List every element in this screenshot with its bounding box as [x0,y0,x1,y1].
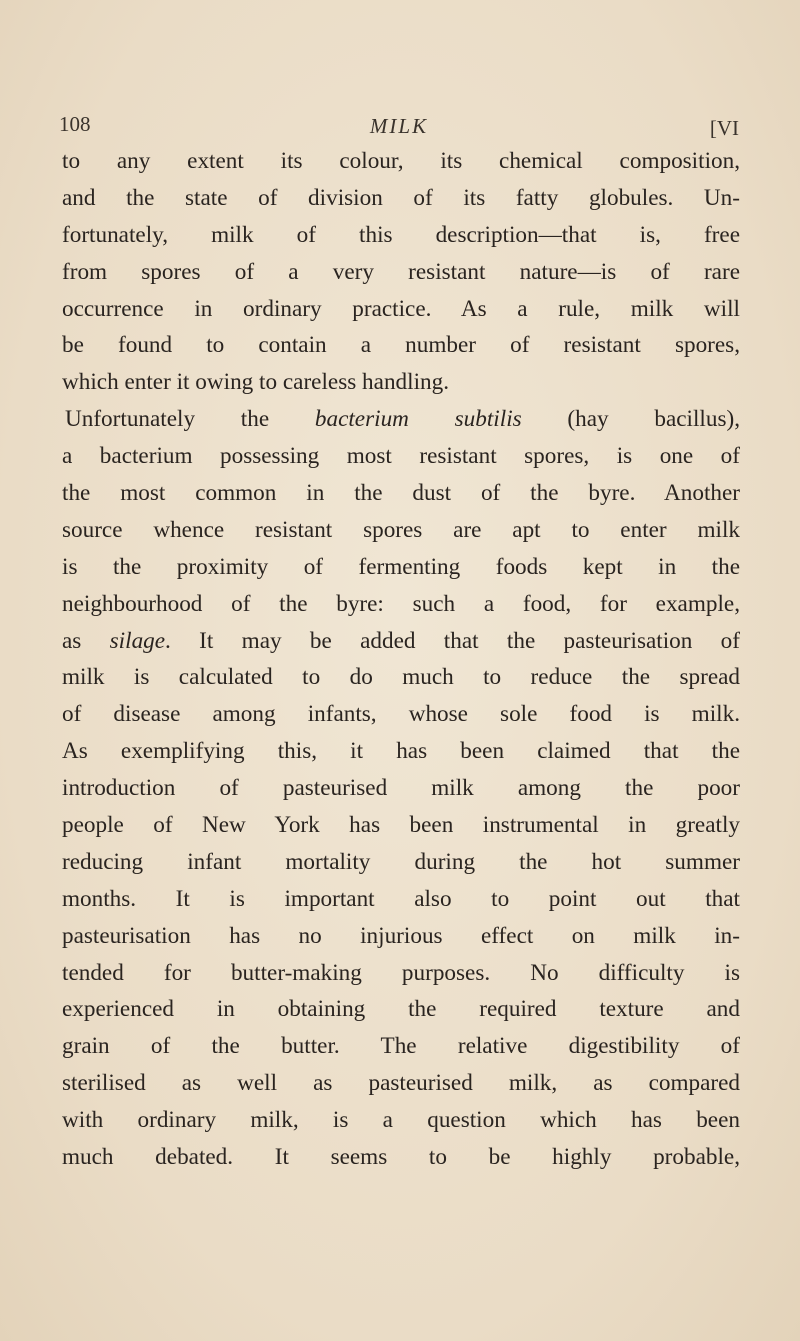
text-line: and the state of division of its fatty globules. Un- [62,184,740,211]
text-line: to any extent its colour, its chemical composition, [62,148,740,174]
text-line: neighbourhood of the byre: such a food, for example, [62,590,740,617]
text-line: much debated. It seems to be highly probable, [62,1144,740,1171]
italic-term: silage [109,627,166,654]
text-line: experienced in obtaining the required texture and [62,996,740,1023]
text-line: source whence resistant spores are apt to enter milk [62,516,740,543]
italic-term: bacterium subtilis [314,406,522,433]
text-line: introduction of pasteurised milk among the poor [62,775,740,802]
text-line: Unfortunately the bacterium subtilis (hay bacillus), [65,406,740,433]
page-number: 108 [59,112,91,136]
text-line: As exemplifying this, it has been claimed that the [62,738,740,765]
text-line: be found to contain a number of resistant spores, [62,332,740,359]
text-line: a bacterium possessing most resistant spores, is one of [62,443,740,470]
text-line: fortunately, milk of this description—that is, free [62,221,740,248]
text-line: from spores of a very resistant nature—is of rare [62,258,740,285]
text-line: of disease among infants, whose sole food is milk. [62,701,740,728]
text-line: people of New York has been instrumental in greatly [62,812,740,839]
text-line: is the proximity of fermenting foods kept in the [62,553,740,580]
text-line: which enter it owing to careless handling. [62,369,449,396]
text-line: months. It is important also to point out that [62,885,740,912]
text-line: the most common in the dust of the byre. Another [62,480,740,507]
text-line: sterilised as well as pasteurised milk, as compared [62,1070,740,1097]
running-head [59,112,739,142]
text-line: with ordinary milk, is a question which has been [62,1107,740,1134]
text-line: pasteurisation has no injurious effect on milk in- [62,922,740,949]
running-title: MILK [369,114,429,138]
text-line: occurrence in ordinary practice. As a rule, milk will [62,295,740,322]
text-line: milk is calculated to do much to reduce the spread [62,664,740,691]
text-line: tended for butter-making purposes. No difficulty is [62,959,740,986]
chapter-reference: [VI [709,116,739,140]
text-line: grain of the butter. The relative digestibility of [62,1033,740,1060]
text-line: as silage. It may be added that the pasteurisation of [62,627,740,654]
text-line: reducing infant mortality during the hot summer [62,848,740,875]
body-text [62,143,740,1176]
